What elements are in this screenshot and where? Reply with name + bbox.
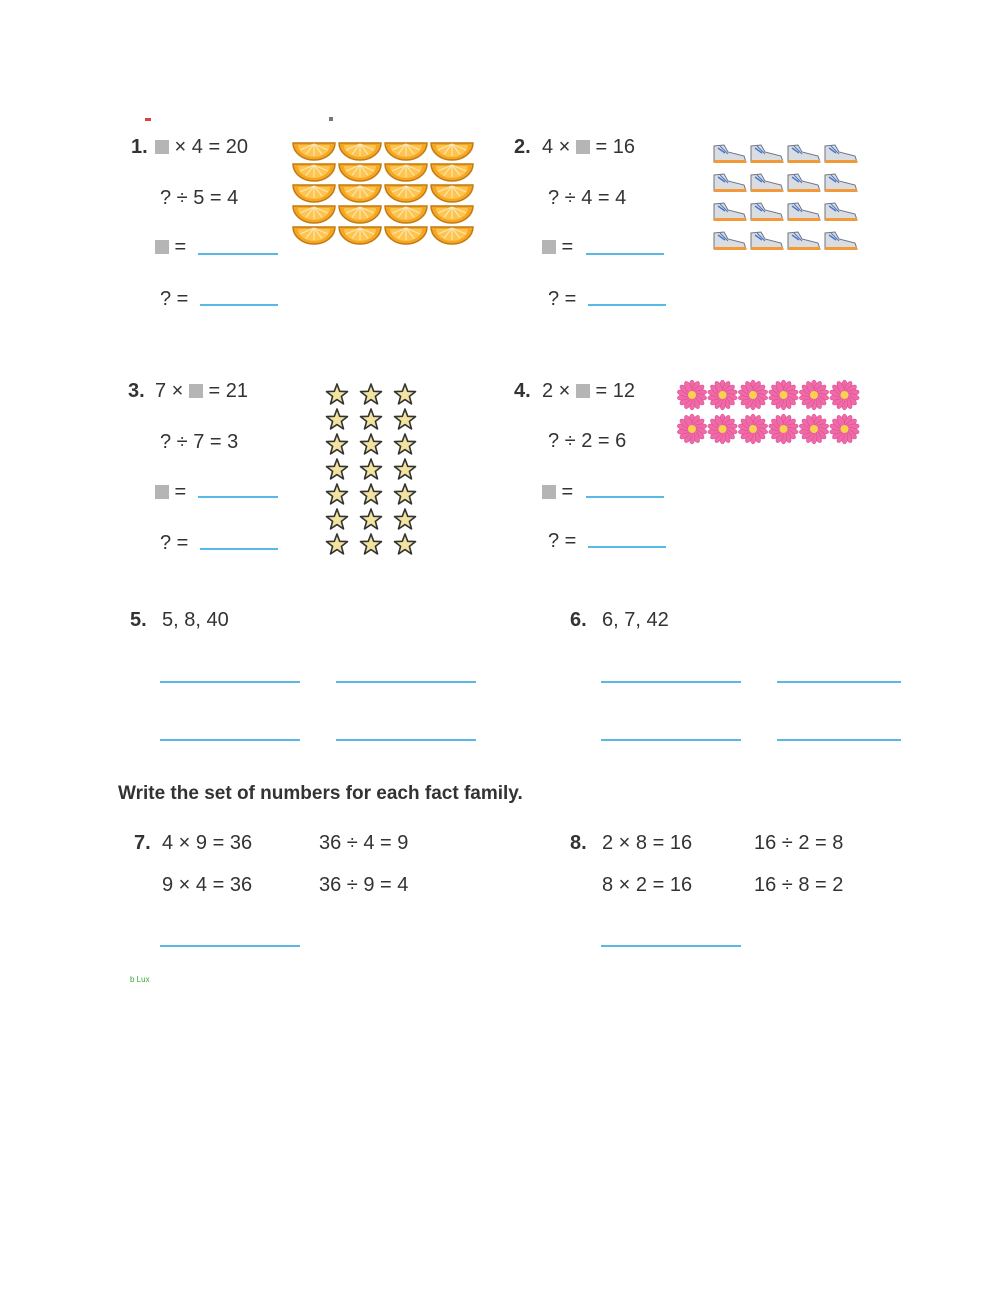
flower-icon [799, 380, 830, 410]
star-icon [361, 434, 382, 454]
problem-4-q-answer-label: ? = [548, 530, 577, 552]
unknown-box-icon [576, 384, 590, 398]
problem-7-fact-3: 9 × 4 = 36 [162, 874, 253, 896]
unknown-box-icon [189, 384, 203, 398]
problem-4-box-answer-line[interactable] [586, 496, 664, 498]
problem-1-equation-1: × 4 = 20 [155, 136, 248, 159]
problem-1-q-answer-line[interactable] [200, 304, 278, 306]
sneaker-icon [825, 174, 857, 192]
problem-6-number: 6. [570, 609, 587, 631]
problem-2-equation-1: 4 × = 16 [542, 136, 635, 158]
star-icon [361, 534, 382, 554]
sneaker-icon [751, 232, 783, 250]
problem-3-number: 3. [128, 380, 145, 402]
flower-icon [768, 380, 799, 410]
problem-1-equation-2: ? ÷ 5 = 4 [160, 187, 239, 209]
unknown-box-icon [155, 240, 169, 254]
problem-7-fact-4: 36 ÷ 9 = 4 [319, 874, 409, 896]
flower-icon [829, 414, 860, 444]
problem-5-answer-line-1[interactable] [160, 681, 300, 683]
star-icon [361, 384, 382, 404]
orange-slice-icon [431, 164, 473, 181]
sneaker-icon [751, 174, 783, 192]
star-icon [395, 509, 416, 529]
flower-icon [677, 414, 708, 444]
problem-8-answer-line[interactable] [601, 945, 741, 947]
orange-slice-icon [385, 164, 427, 181]
unknown-box-icon [155, 140, 169, 154]
orange-slice-icon [293, 143, 335, 160]
orange-slice-icon [293, 185, 335, 202]
problem-2-box-answer-label: = [542, 236, 573, 259]
orange-slice-icon [385, 185, 427, 202]
problem-1-box-answer-label: = [155, 236, 186, 259]
orange-slice-icon [431, 143, 473, 160]
problem-5-answer-line-2[interactable] [336, 681, 476, 683]
orange-slice-icon [293, 164, 335, 181]
sneaker-icon [825, 145, 857, 163]
problem-4-number: 4. [514, 380, 531, 402]
orange-slice-icon [293, 227, 335, 244]
stars-array [322, 382, 422, 560]
footer-note: b Lux [130, 975, 150, 984]
problem-3-box-answer-line[interactable] [198, 496, 278, 498]
problem-8-fact-1: 2 × 8 = 16 [602, 832, 693, 854]
problem-5-answer-line-4[interactable] [336, 739, 476, 741]
star-icon [395, 409, 416, 429]
problem-2-q-answer-line[interactable] [588, 304, 666, 306]
flowers-array [676, 378, 860, 446]
star-icon [327, 484, 348, 504]
problem-4-box-answer-label: = [542, 481, 573, 504]
problem-6-answer-line-1[interactable] [601, 681, 741, 683]
sneaker-icon [788, 174, 820, 192]
sneaker-icon [825, 203, 857, 221]
sneaker-icon [788, 232, 820, 250]
problem-6-answer-line-3[interactable] [601, 739, 741, 741]
problem-3-q-answer-label: ? = [160, 532, 189, 554]
orange-slice-icon [431, 206, 473, 223]
sneakers-array [710, 138, 860, 254]
flower-icon [738, 380, 769, 410]
orange-slice-icon [339, 206, 381, 223]
sneaker-icon [714, 232, 746, 250]
problem-2-number: 2. [514, 136, 531, 158]
problem-5-numbers: 5, 8, 40 [162, 609, 229, 631]
problem-8-fact-3: 8 × 2 = 16 [602, 874, 693, 896]
orange-slice-icon [339, 185, 381, 202]
problem-4-equation-1: 2 × = 12 [542, 380, 635, 402]
problem-7-answer-line[interactable] [160, 945, 300, 947]
unknown-box-icon [542, 485, 556, 499]
star-icon [327, 409, 348, 429]
problem-1-number: 1. [131, 136, 148, 158]
orange-slice-icon [385, 143, 427, 160]
flower-icon [707, 380, 738, 410]
problem-1-q-answer-label: ? = [160, 288, 189, 310]
star-icon [361, 459, 382, 479]
instruction-heading: Write the set of numbers for each fact family. [118, 783, 523, 804]
orange-slice-icon [385, 206, 427, 223]
problem-6-answer-line-4[interactable] [777, 739, 901, 741]
star-icon [327, 384, 348, 404]
problem-5-answer-line-3[interactable] [160, 739, 300, 741]
sneaker-icon [788, 145, 820, 163]
problem-4-equation-2: ? ÷ 2 = 6 [548, 430, 627, 452]
star-icon [361, 484, 382, 504]
flower-icon [829, 380, 860, 410]
flower-icon [738, 414, 769, 444]
problem-6-answer-line-2[interactable] [777, 681, 901, 683]
problem-6-numbers: 6, 7, 42 [602, 609, 669, 631]
orange-slice-icon [431, 185, 473, 202]
sneaker-icon [714, 203, 746, 221]
unknown-box-icon [542, 240, 556, 254]
problem-3-equation-2: ? ÷ 7 = 3 [160, 431, 239, 453]
orange-slice-icon [385, 227, 427, 244]
orange-slice-icon [293, 206, 335, 223]
problem-8-fact-2: 16 ÷ 2 = 8 [754, 832, 844, 854]
star-icon [395, 434, 416, 454]
orange-slice-icon [339, 227, 381, 244]
star-icon [395, 459, 416, 479]
problem-7-fact-1: 4 × 9 = 36 [162, 832, 253, 854]
unknown-box-icon [576, 140, 590, 154]
problem-7-number: 7. [134, 832, 151, 854]
star-icon [395, 484, 416, 504]
sneaker-icon [751, 203, 783, 221]
star-icon [395, 384, 416, 404]
orange-slice-icon [339, 143, 381, 160]
sneaker-icon [714, 174, 746, 192]
star-icon [395, 534, 416, 554]
unknown-box-icon [155, 485, 169, 499]
flower-icon [677, 380, 708, 410]
sneaker-icon [788, 203, 820, 221]
star-icon [327, 434, 348, 454]
sneaker-icon [714, 145, 746, 163]
problem-3-equation-1: 7 × = 21 [155, 380, 248, 402]
problem-2-equation-2: ? ÷ 4 = 4 [548, 187, 627, 209]
problem-8-fact-4: 16 ÷ 8 = 2 [754, 874, 844, 896]
star-icon [361, 409, 382, 429]
sneaker-icon [825, 232, 857, 250]
problem-8-number: 8. [570, 832, 587, 854]
orange-slice-icon [339, 164, 381, 181]
sneaker-icon [751, 145, 783, 163]
header-mark [145, 118, 151, 121]
problem-7-fact-2: 36 ÷ 4 = 9 [319, 832, 409, 854]
star-icon [327, 534, 348, 554]
header-dot [329, 117, 333, 121]
flower-icon [707, 414, 738, 444]
problem-1-box-answer-line[interactable] [198, 253, 278, 255]
problem-3-box-answer-label: = [155, 481, 186, 504]
problem-5-number: 5. [130, 609, 147, 631]
flower-icon [799, 414, 830, 444]
flower-icon [768, 414, 799, 444]
problem-2-box-answer-line[interactable] [586, 253, 664, 255]
star-icon [327, 509, 348, 529]
problem-3-q-answer-line[interactable] [200, 548, 278, 550]
orange-slice-icon [431, 227, 473, 244]
star-icon [361, 509, 382, 529]
problem-4-q-answer-line[interactable] [588, 546, 666, 548]
orange-slices-array [292, 140, 478, 250]
star-icon [327, 459, 348, 479]
problem-2-q-answer-label: ? = [548, 288, 577, 310]
